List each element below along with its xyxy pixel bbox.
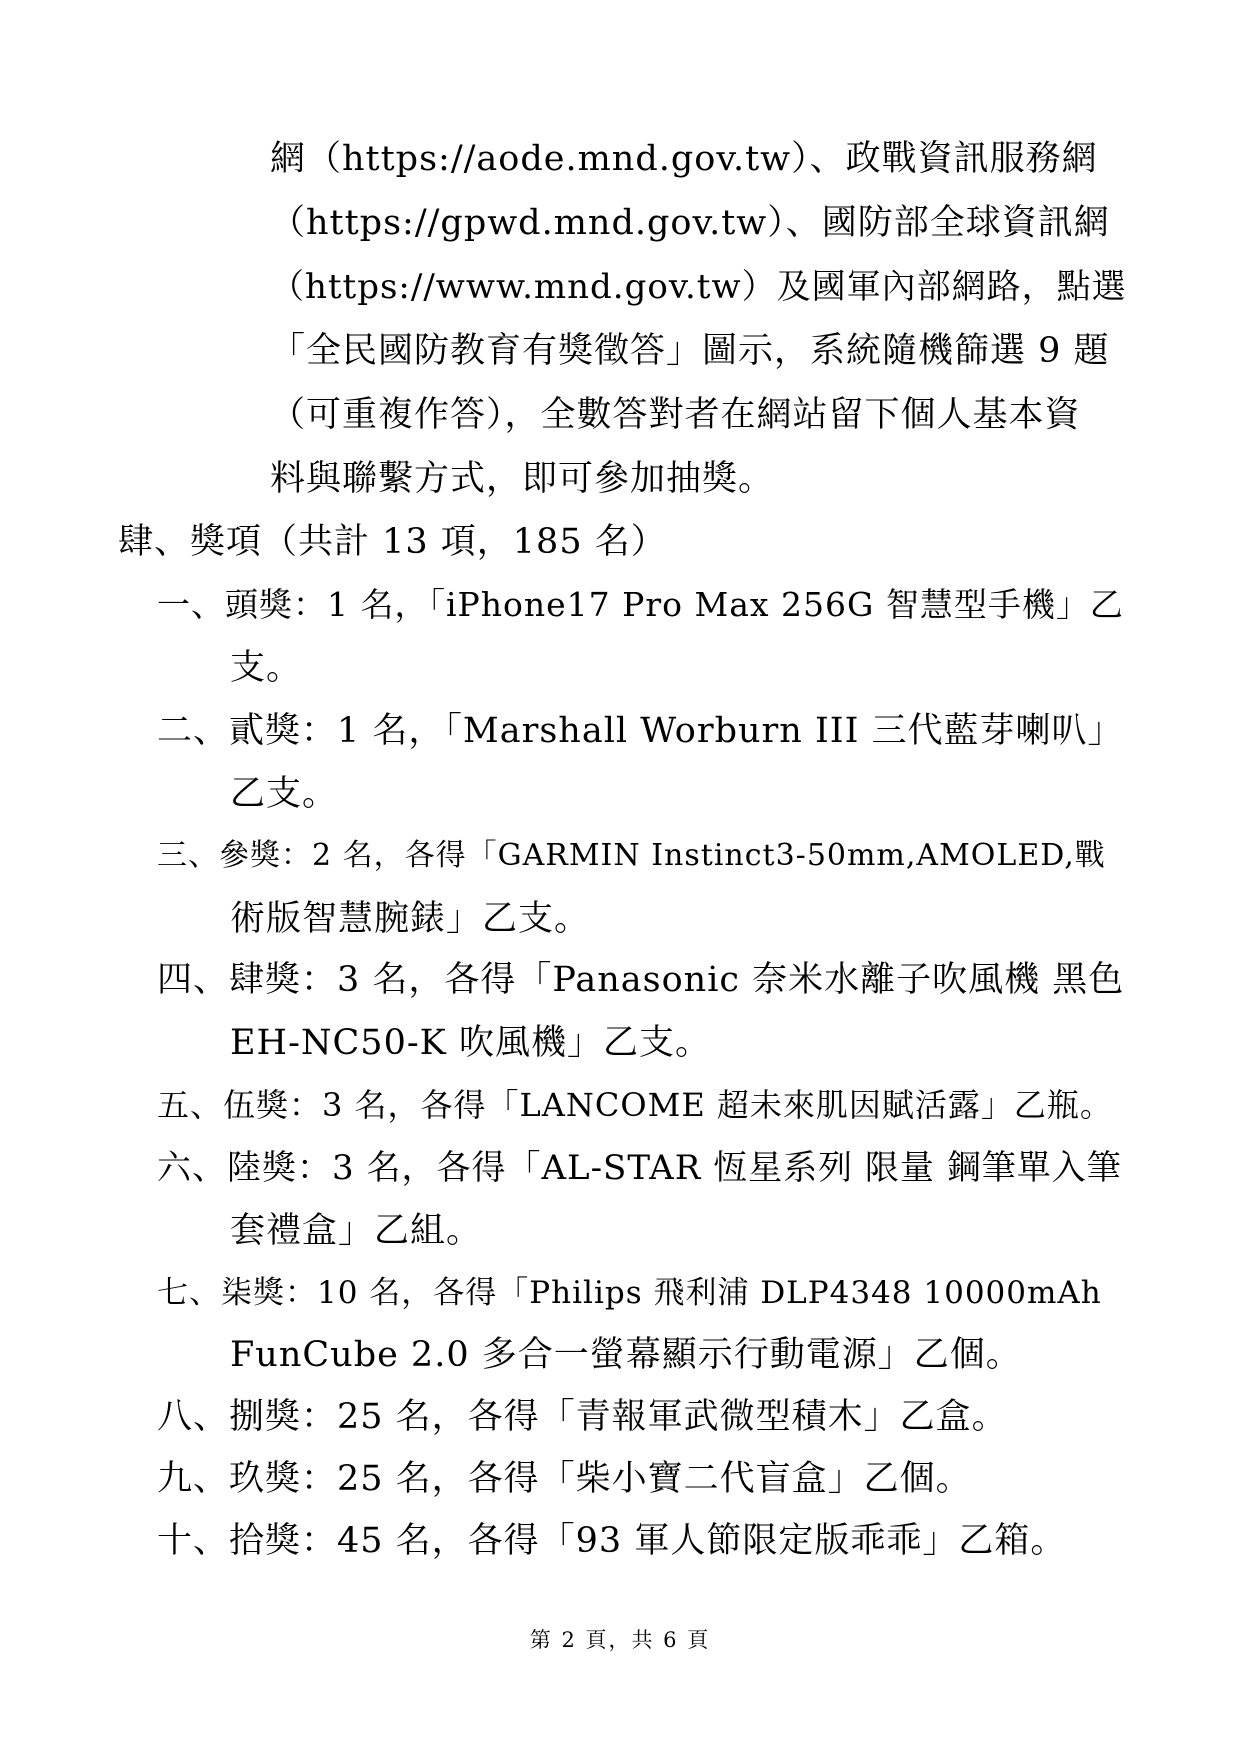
prize-1-line-1: 一、頭獎：1 名，「iPhone17 Pro Max 256G 智慧型手機」乙 — [157, 585, 1124, 624]
intro-line-4: 「全民國防教育有獎徵答」圖示，系統隨機篩選 9 題 — [270, 331, 1110, 371]
section-heading: 肆、獎項（共計 13 項，185 名） — [118, 522, 667, 562]
intro-line-2: （https://gpwd.mnd.gov.tw）、國防部全球資訊網 — [270, 203, 1110, 243]
prize-1-line-2: 支。 — [230, 648, 303, 688]
prize-6-line-2: 套禮盒」乙組。 — [230, 1211, 483, 1251]
prize-8-line-1: 八、捌獎：25 名，各得「青報軍武微型積木」乙盒。 — [157, 1397, 1008, 1437]
prize-6-line-1: 六、陸獎：3 名，各得「AL-STAR 恆星系列 限量 鋼筆單入筆 — [157, 1148, 1122, 1188]
prize-7-line-1: 七、柒獎：10 名，各得「Philips 飛利浦 DLP4348 10000mAh — [157, 1275, 1102, 1311]
intro-line-3: （https://www.mnd.gov.tw）及國軍內部網路，點選 — [270, 267, 1127, 307]
prize-7-line-2: FunCube 2.0 多合一螢幕顯示行動電源」乙個。 — [230, 1335, 1022, 1375]
prize-3-line-2: 術版智慧腕錶」乙支。 — [230, 899, 591, 939]
page-number-footer: 第 2 頁，共 6 頁 — [529, 1628, 711, 1652]
intro-line-1: 網（https://aode.mnd.gov.tw）、政戰資訊服務網 — [270, 139, 1098, 179]
prize-4-line-1: 四、肆獎：3 名，各得「Panasonic 奈米水離子吹風機 黑色 — [157, 960, 1125, 1000]
prize-9-line-1: 九、玖獎：25 名，各得「柴小寶二代盲盒」乙個。 — [157, 1459, 972, 1499]
prize-5-line-1: 五、伍獎：3 名，各得「LANCOME 超未來肌因賦活露」乙瓶。 — [157, 1086, 1113, 1124]
prize-4-line-2: EH-NC50-K 吹風機」乙支。 — [230, 1023, 711, 1063]
prize-3-line-1: 三、參獎：2 名，各得「GARMIN Instinct3-50mm,AMOLED,戰 — [157, 838, 1106, 873]
prize-2-line-2: 乙支。 — [230, 774, 339, 814]
prize-10-line-1: 十、拾獎：45 名，各得「93 軍人節限定版乖乖」乙箱。 — [157, 1521, 1067, 1561]
intro-line-6: 料與聯繫方式，即可參加抽獎。 — [270, 459, 775, 499]
prize-2-line-1: 二、貳獎：1 名，「Marshall Worburn III 三代藍芽喇叭」 — [157, 711, 1124, 751]
intro-line-5: （可重複作答），全數答對者在網站留下個人基本資 — [270, 395, 1081, 435]
